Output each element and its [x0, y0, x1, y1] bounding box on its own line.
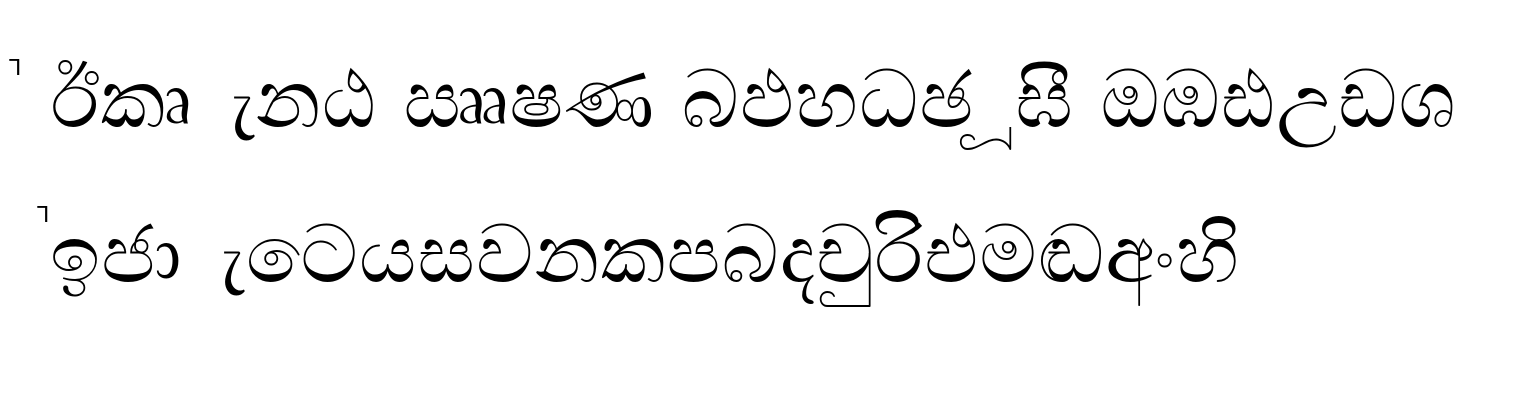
line-marker: ᒣ	[8, 56, 22, 81]
line-marker: ᒣ	[36, 203, 50, 228]
specimen-line-2: ඉජා ැටෙයසවනකපබදචුරිඑමඬඅංහි	[50, 208, 1240, 301]
specimen-line-1: ඊකෘ ැනඨ ඎෂණ බඵහධඡ ූඝී ඔඹඪඋඩශ	[50, 53, 1457, 146]
